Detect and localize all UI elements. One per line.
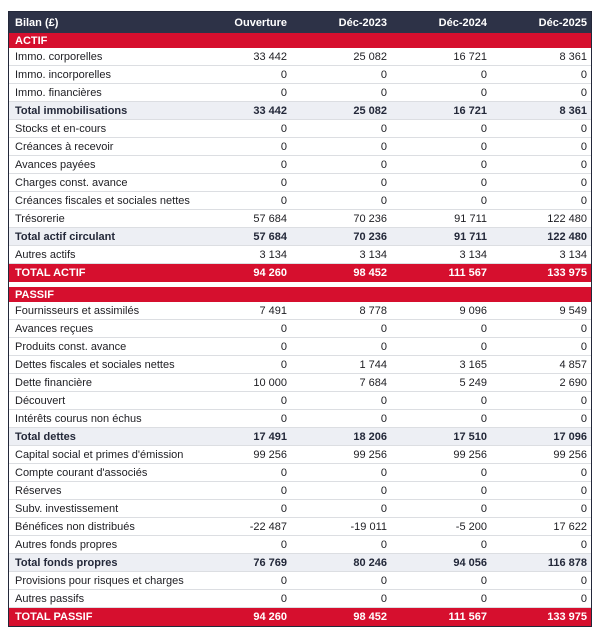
cell-value: 0 [580,158,587,171]
cell-value: 8 361 [559,50,587,63]
table-row [9,482,591,500]
row-label: Immo. incorporelles [15,68,111,81]
cell-value: 0 [580,394,587,407]
table-row [9,302,591,320]
cell-value: 94 260 [253,267,287,279]
column-header-ouverture: Ouverture [234,16,287,29]
row-label: Total actif circulant [15,230,116,243]
cell-value: 0 [280,122,287,135]
cell-value: 18 206 [353,430,387,443]
cell-value: 0 [480,502,487,515]
row-label: Découvert [15,394,66,407]
cell-value: 0 [580,322,587,335]
row-label: Créances à recevoir [15,140,114,153]
cell-value: 0 [380,574,387,587]
cell-value: 0 [580,122,587,135]
cell-value: 70 236 [353,230,387,243]
cell-value: 0 [380,412,387,425]
column-header-dec-2025: Déc-2025 [538,16,587,29]
cell-value: 0 [580,592,587,605]
cell-value: 0 [580,86,587,99]
cell-value: 0 [480,122,487,135]
grand-total-row [9,264,591,282]
row-label: Réserves [15,484,62,497]
cell-value: 8 778 [359,304,387,317]
table-row [9,210,591,228]
row-label: TOTAL ACTIF [15,267,86,279]
row-label: Dettes fiscales et sociales nettes [15,358,175,371]
cell-value: 16 721 [453,104,487,117]
table-row [9,446,591,464]
row-label: Trésorerie [15,212,65,225]
table-row [9,120,591,138]
cell-value: 0 [580,484,587,497]
cell-value: 0 [480,158,487,171]
cell-value: 17 622 [553,520,587,533]
cell-value: 8 361 [559,104,587,117]
cell-value: 0 [280,340,287,353]
table-row [9,66,591,84]
cell-value: 0 [480,176,487,189]
cell-value: 0 [380,140,387,153]
cell-value: -19 011 [350,520,387,533]
cell-value: 3 134 [359,248,387,261]
table-row [9,464,591,482]
cell-value: 76 769 [253,556,287,569]
row-label: Avances reçues [15,322,94,335]
cell-value: 0 [480,538,487,551]
cell-value: 0 [480,340,487,353]
table-row [9,174,591,192]
cell-value: 98 452 [353,611,387,623]
cell-value: 5 249 [459,376,487,389]
row-label: Créances fiscales et sociales nettes [15,194,190,207]
table-row [9,374,591,392]
cell-value: 17 096 [553,430,587,443]
cell-value: 0 [380,394,387,407]
cell-value: 99 256 [453,448,487,461]
cell-value: 0 [280,592,287,605]
cell-value: 91 711 [454,212,487,225]
table-row [9,320,591,338]
cell-value: 133 975 [547,611,587,623]
cell-value: 3 134 [459,248,487,261]
subtotal-row [9,228,591,246]
row-label: Fournisseurs et assimilés [15,304,140,317]
table-row [9,392,591,410]
table-row [9,536,591,554]
cell-value: 80 246 [353,556,387,569]
cell-value: 0 [480,592,487,605]
cell-value: 0 [280,502,287,515]
cell-value: 111 567 [448,267,487,279]
section-header-passif [9,287,591,302]
cell-value: 0 [280,538,287,551]
row-label: Capital social et primes d'émission [15,448,184,461]
row-label: Subv. investissement [15,502,119,515]
subtotal-row [9,428,591,446]
cell-value: 116 878 [547,556,587,569]
cell-value: 99 256 [553,448,587,461]
table-title: Bilan (£) [15,16,59,29]
cell-value: 9 549 [559,304,587,317]
section-header-label: PASSIF [15,288,54,301]
cell-value: 0 [380,592,387,605]
cell-value: 7 684 [359,376,387,389]
table-body [9,33,591,626]
row-label: Autres fonds propres [15,538,118,551]
row-label: Total immobilisations [15,104,128,117]
section-header-label: ACTIF [15,34,48,47]
subtotal-row [9,554,591,572]
table-row [9,590,591,608]
cell-value: 25 082 [353,104,387,117]
cell-value: 33 442 [253,104,287,117]
table-row [9,156,591,174]
cell-value: 70 236 [353,212,387,225]
cell-value: 0 [280,68,287,81]
cell-value: 0 [380,158,387,171]
cell-value: 0 [280,176,287,189]
cell-value: 0 [580,140,587,153]
cell-value: 0 [280,322,287,335]
column-header-dec-2023: Déc-2023 [338,16,387,29]
cell-value: 0 [280,412,287,425]
row-label: Avances payées [15,158,96,171]
cell-value: 94 056 [453,556,487,569]
cell-value: 25 082 [353,50,387,63]
row-label: TOTAL PASSIF [15,611,93,623]
cell-value: -5 200 [455,520,487,533]
cell-value: 10 000 [253,376,287,389]
cell-value: 17 510 [453,430,487,443]
cell-value: 98 452 [353,267,387,279]
table-row [9,246,591,264]
section-header-actif [9,33,591,48]
cell-value: 0 [480,86,487,99]
row-label: Intérêts courus non échus [15,412,142,425]
cell-value: 0 [380,122,387,135]
row-label: Immo. financières [15,86,102,99]
cell-value: 0 [580,194,587,207]
cell-value: 1 744 [359,358,387,371]
cell-value: 0 [280,140,287,153]
cell-value: 57 684 [253,230,287,243]
cell-value: 16 721 [453,50,487,63]
table-row [9,356,591,374]
cell-value: 0 [580,412,587,425]
row-label: Charges const. avance [15,176,128,189]
cell-value: 17 491 [253,430,287,443]
table-header-row [9,12,591,33]
cell-value: 122 480 [547,212,587,225]
cell-value: 99 256 [353,448,387,461]
cell-value: 122 480 [547,230,587,243]
cell-value: 0 [380,322,387,335]
cell-value: 0 [380,466,387,479]
cell-value: 0 [280,194,287,207]
cell-value: 0 [280,466,287,479]
row-label: Provisions pour risques et charges [15,574,184,587]
cell-value: 4 857 [559,358,587,371]
table-row [9,84,591,102]
table-row [9,338,591,356]
cell-value: 94 260 [253,611,287,623]
cell-value: 0 [380,538,387,551]
row-label: Autres actifs [15,248,76,261]
cell-value: 0 [380,86,387,99]
cell-value: 0 [480,466,487,479]
cell-value: 0 [580,466,587,479]
cell-value: 33 442 [253,50,287,63]
cell-value: 0 [480,322,487,335]
table-row [9,410,591,428]
cell-value: 0 [480,412,487,425]
cell-value: 0 [480,68,487,81]
cell-value: 0 [580,502,587,515]
cell-value: -22 487 [249,520,287,533]
subtotal-row [9,102,591,120]
row-label: Total fonds propres [15,556,118,569]
cell-value: 0 [280,358,287,371]
row-label: Autres passifs [15,592,85,605]
table-row [9,138,591,156]
cell-value: 0 [580,574,587,587]
balance-sheet-table [8,11,592,627]
cell-value: 0 [580,68,587,81]
cell-value: 0 [380,68,387,81]
cell-value: 2 690 [559,376,587,389]
cell-value: 0 [280,574,287,587]
cell-value: 0 [480,394,487,407]
cell-value: 0 [280,158,287,171]
cell-value: 3 134 [559,248,587,261]
cell-value: 99 256 [253,448,287,461]
table-row [9,192,591,210]
row-label: Compte courant d'associés [15,466,148,479]
cell-value: 0 [280,394,287,407]
cell-value: 0 [380,176,387,189]
cell-value: 0 [580,340,587,353]
row-label: Total dettes [15,430,76,443]
cell-value: 3 165 [459,358,487,371]
grand-total-row [9,608,591,626]
table-row [9,500,591,518]
cell-value: 0 [480,484,487,497]
cell-value: 0 [580,538,587,551]
cell-value: 0 [380,502,387,515]
cell-value: 9 096 [459,304,487,317]
column-header-dec-2024: Déc-2024 [438,16,487,29]
cell-value: 0 [380,340,387,353]
cell-value: 0 [480,194,487,207]
table-row [9,48,591,66]
table-row [9,572,591,590]
row-label: Dette financière [15,376,93,389]
row-label: Stocks et en-cours [15,122,107,135]
row-label: Immo. corporelles [15,50,103,63]
cell-value: 3 134 [259,248,287,261]
cell-value: 91 711 [453,230,487,243]
cell-value: 0 [280,484,287,497]
cell-value: 0 [480,140,487,153]
cell-value: 0 [380,484,387,497]
table-row [9,518,591,536]
cell-value: 0 [380,194,387,207]
row-label: Produits const. avance [15,340,127,353]
cell-value: 111 567 [448,611,487,623]
cell-value: 7 491 [259,304,287,317]
row-label: Bénéfices non distribués [15,520,135,533]
cell-value: 0 [480,574,487,587]
cell-value: 133 975 [547,267,587,279]
cell-value: 0 [580,176,587,189]
cell-value: 57 684 [253,212,287,225]
cell-value: 0 [280,86,287,99]
